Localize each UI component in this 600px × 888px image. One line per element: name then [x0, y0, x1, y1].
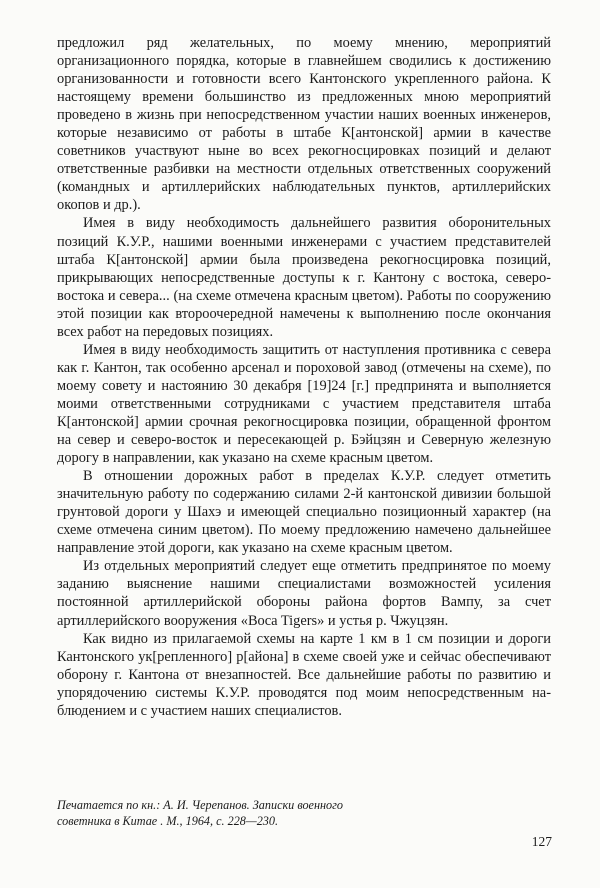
paragraph-5: Из отдельных мероприятий следует еще отметить предпринятое по моему заданию выяснение нашими специалистами возможностей усиления постоянной артиллерийской обороны района фортов Вампу, за счет артиллерийского вооружения «Boca Tigers» и устья р. Чжуцзян. — [57, 558, 551, 629]
body-text — [57, 34, 551, 720]
paragraph-3: Имея в виду необходимость защитить от наступления противника с севера как г. Кантон, так особенно арсенал и пороховой завод (отмечены на схеме), по моему совету и настоянию 30 декабря [19]24 [г.] предпринята и выполняется моими ответственными сотрудниками с участием представителя штаба К[антонской] армии срочная рекогносцировка позиции, обращенной фронтом на север и северо-восток и пересекающей р. Бэйцзян и Северную железную дорогу в направлении, как указано на схеме красным цветом. — [57, 341, 551, 467]
paragraph-6: Как видно из прилагаемой схемы на карте 1 км в 1 см позиции и дороги Кантонского ук[репленного] р[айона] в схеме своей уже и сейчас обеспечивают оборону г. Кантона от внезапностей. Все дальнейшие работы по развитию и упорядочению системы К.У.Р. проводятся под моим непосредственным наблюдением и с участием наших специалистов. — [57, 630, 551, 719]
paragraph-2: Имея в виду необходимость дальнейшего развития оборонительных позиций К.У.Р., нашими военными инженерами с участием представителей штаба К[антонской] армии была произведена рекогносцировка позиций, прикрывающих непосредственные доступы к г. Кантону с востока, северо-востока и севера... (на схеме отмечена красным цветом). Работы по сооружению этой позиции как второочередной намечены к выполнению после окончания всех работ на передовых позициях. — [57, 215, 551, 340]
page-number: 127 — [531, 834, 552, 849]
source-note-line-2: советника в Китае . М., 1964, с. 228—230. — [57, 814, 279, 828]
paragraph-4: В отношении дорожных работ в пределах К.У.Р. следует отметить значительную работу по содержанию силами 2-й кантонской дивизии большой грунтовой дороги у Шахэ и имеющей специально позиционный характер (на схеме отмечена синим цветом). По моему предложению намечено дальнейшее направление этой дороги, как указано на схеме красным цветом. — [57, 468, 551, 557]
paragraph-1: предложил ряд желательных, по моему мнению, мероприятий организационного порядка, которые в главнейшем сводились к достижению организованности и готовности всего Кантонского укрепленного района. К настоящему времени большинство из предложенных мною мероприятий проведено в жизнь при непосредственном участии наших военных инженеров, которые независимо от работы в штабе К[антонской] армии в качестве советников участвуют ныне во всех рекогносцировках позиций и делают ответственные разбивки на местности отдельных ответственных сооружений (командных и артиллерийских наблюдательных пунктов, артиллерийских окопов и др.). — [57, 35, 551, 214]
source-note-line-1: Печатается по кн.: А. И. Черепанов. Записки военного — [57, 798, 343, 812]
source-note — [57, 797, 551, 829]
